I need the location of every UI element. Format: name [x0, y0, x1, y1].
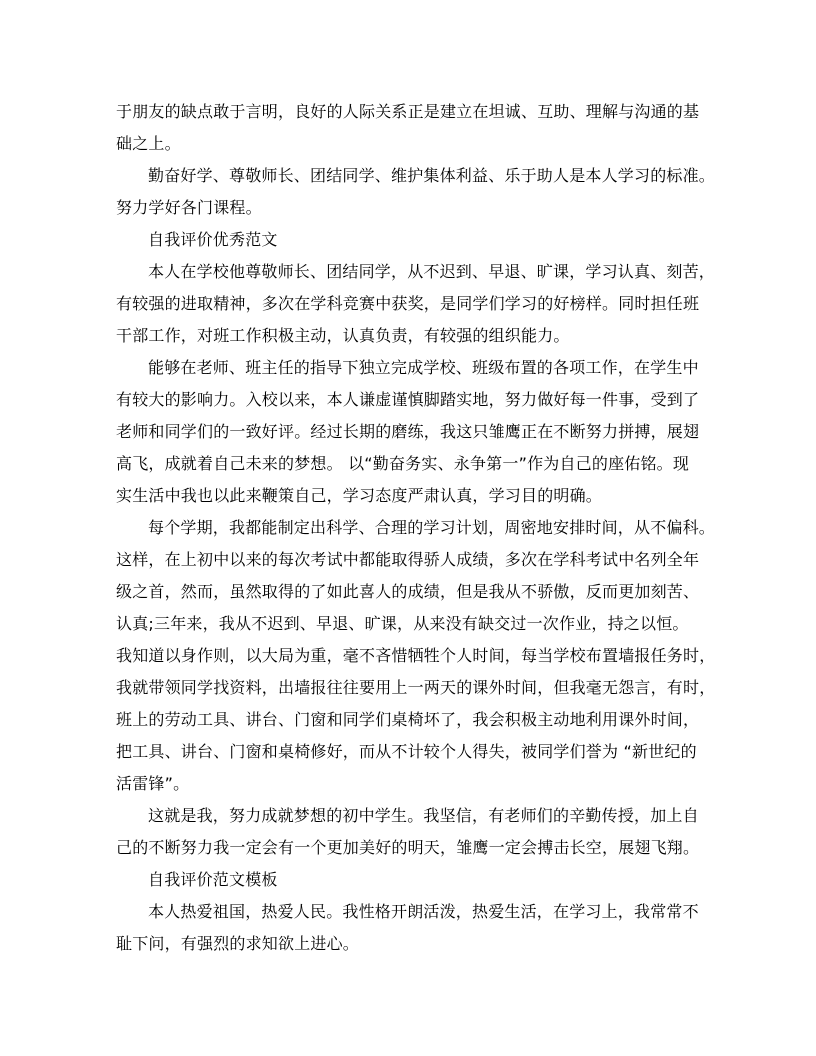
text-line: 努力学好各门课程。: [116, 198, 262, 217]
paragraph-first-line: 本人热爱祖国，热爱人民。我性格开朗活泼，热爱生活，在学习上，我常常不: [148, 902, 699, 921]
text-line: 把工具、讲台、门窗和桌椅修好，而从不计较个人得失，被同学们誉为 “新世纪的: [116, 742, 697, 761]
text-line: 活雷锋”。: [116, 774, 190, 793]
paragraph-first-line: 能够在老师、班主任的指导下独立完成学校、班级布置的各项工作，在学生中: [148, 358, 699, 377]
paragraph-first-line: 这就是我，努力成就梦想的初中学生。我坚信，有老师们的辛勤传授，加上自: [148, 806, 699, 825]
text-line: 高飞，成就着自己未来的梦想。 以“勤奋务实、永争第一”作为自己的座佑铭。现: [116, 454, 690, 473]
text-line: 于朋友的缺点敢于言明，良好的人际关系正是建立在坦诚、互助、理解与沟通的基: [116, 102, 700, 121]
text-line: 认真;三年来，我从不迟到、早退、旷课，从来没有缺交过一次作业，持之以恒。: [116, 614, 689, 633]
text-line: 实生活中我也以此来鞭策自己，学习态度严肃认真，学习目的明确。: [116, 486, 603, 505]
text-line: 有较大的影响力。入校以来，本人谦虚谨慎脚踏实地，努力做好每一件事，受到了: [116, 390, 700, 409]
text-line: 有较强的进取精神，多次在学科竞赛中获奖，是同学们学习的好榜样。同时担任班: [116, 294, 700, 313]
text-line: 干部工作，对班工作积极主动，认真负责，有较强的组织能力。: [116, 326, 570, 345]
text-line: 础之上。: [116, 134, 181, 153]
paragraph-first-line: 本人在学校他尊敬师长、团结同学，从不迟到、早退、旷课，学习认真、刻苦，: [148, 262, 716, 281]
text-line: 己的不断努力我一定会有一个更加美好的明天，雏鹰一定会搏击长空，展翅飞翔。: [116, 838, 700, 857]
text-line: 我知道以身作则，以大局为重，毫不吝惜牺牲个人时间，每当学校布置墙报任务时，: [116, 646, 716, 665]
text-line: 老师和同学们的一致好评。经过长期的磨练，我这只雏鹰正在不断努力拼搏，展翅: [116, 422, 700, 441]
text-line: 耻下问，有强烈的求知欲上进心。: [116, 934, 360, 953]
section-heading: 自我评价优秀范文: [148, 230, 278, 249]
paragraph-first-line: 勤奋好学、尊敬师长、团结同学、维护集体利益、乐于助人是本人学习的标准。: [148, 166, 716, 185]
paragraph-first-line: 每个学期，我都能制定出科学、合理的学习计划，周密地安排时间，从不偏科。: [148, 518, 716, 537]
text-line: 班上的劳动工具、讲台、门窗和同学们桌椅坏了，我会积极主动地利用课外时间，: [116, 710, 700, 729]
text-line: 这样，在上初中以来的每次考试中都能取得骄人成绩，多次在学科考试中名列全年: [116, 550, 700, 569]
section-heading: 自我评价范文模板: [148, 870, 278, 889]
text-line: 我就带领同学找资料，出墙报往往要用上一两天的课外时间，但我毫无怨言，有时，: [116, 678, 716, 697]
text-line: 级之首，然而，虽然取得的了如此喜人的成绩，但是我从不骄傲，反而更加刻苦、: [116, 582, 700, 601]
